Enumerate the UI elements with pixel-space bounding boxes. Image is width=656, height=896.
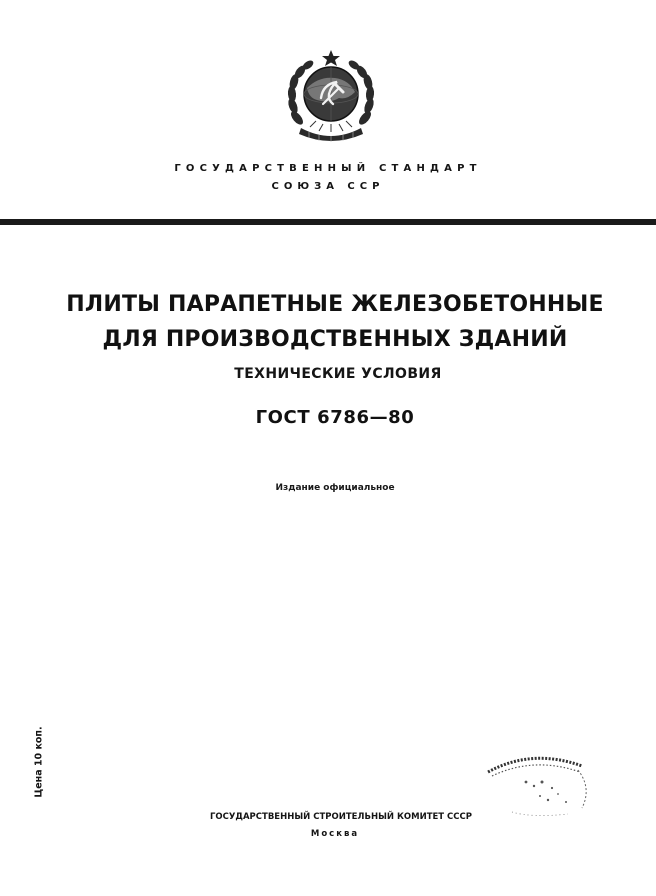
ussr-state-emblem-icon <box>283 48 379 144</box>
document-title-line-1: ПЛИТЫ ПАРАПЕТНЫЕ ЖЕЛЕЗОБЕТОННЫЕ <box>66 292 604 317</box>
edition-note: Издание официальное <box>275 483 395 493</box>
divider-rule <box>0 219 656 225</box>
document-subtitle: ТЕХНИЧЕСКИЕ УСЛОВИЯ <box>234 366 442 382</box>
price-label <box>32 722 46 802</box>
header-title-line-1: ГОСУДАРСТВЕННЫЙ СТАНДАРТ <box>174 163 482 174</box>
publisher-name: ГОСУДАРСТВЕННЫЙ СТРОИТЕЛЬНЫЙ КОМИТЕТ СССР <box>209 812 473 822</box>
publication-city: Москва <box>310 829 360 839</box>
price-text: Цена 10 коп. <box>33 726 45 798</box>
gost-number: ГОСТ 6786—80 <box>255 407 415 428</box>
document-title-line-2: ДЛЯ ПРОИЗВОДСТВЕННЫХ ЗДАНИЙ <box>102 327 568 352</box>
header-title-line-2: СОЮЗА ССР <box>271 181 385 192</box>
